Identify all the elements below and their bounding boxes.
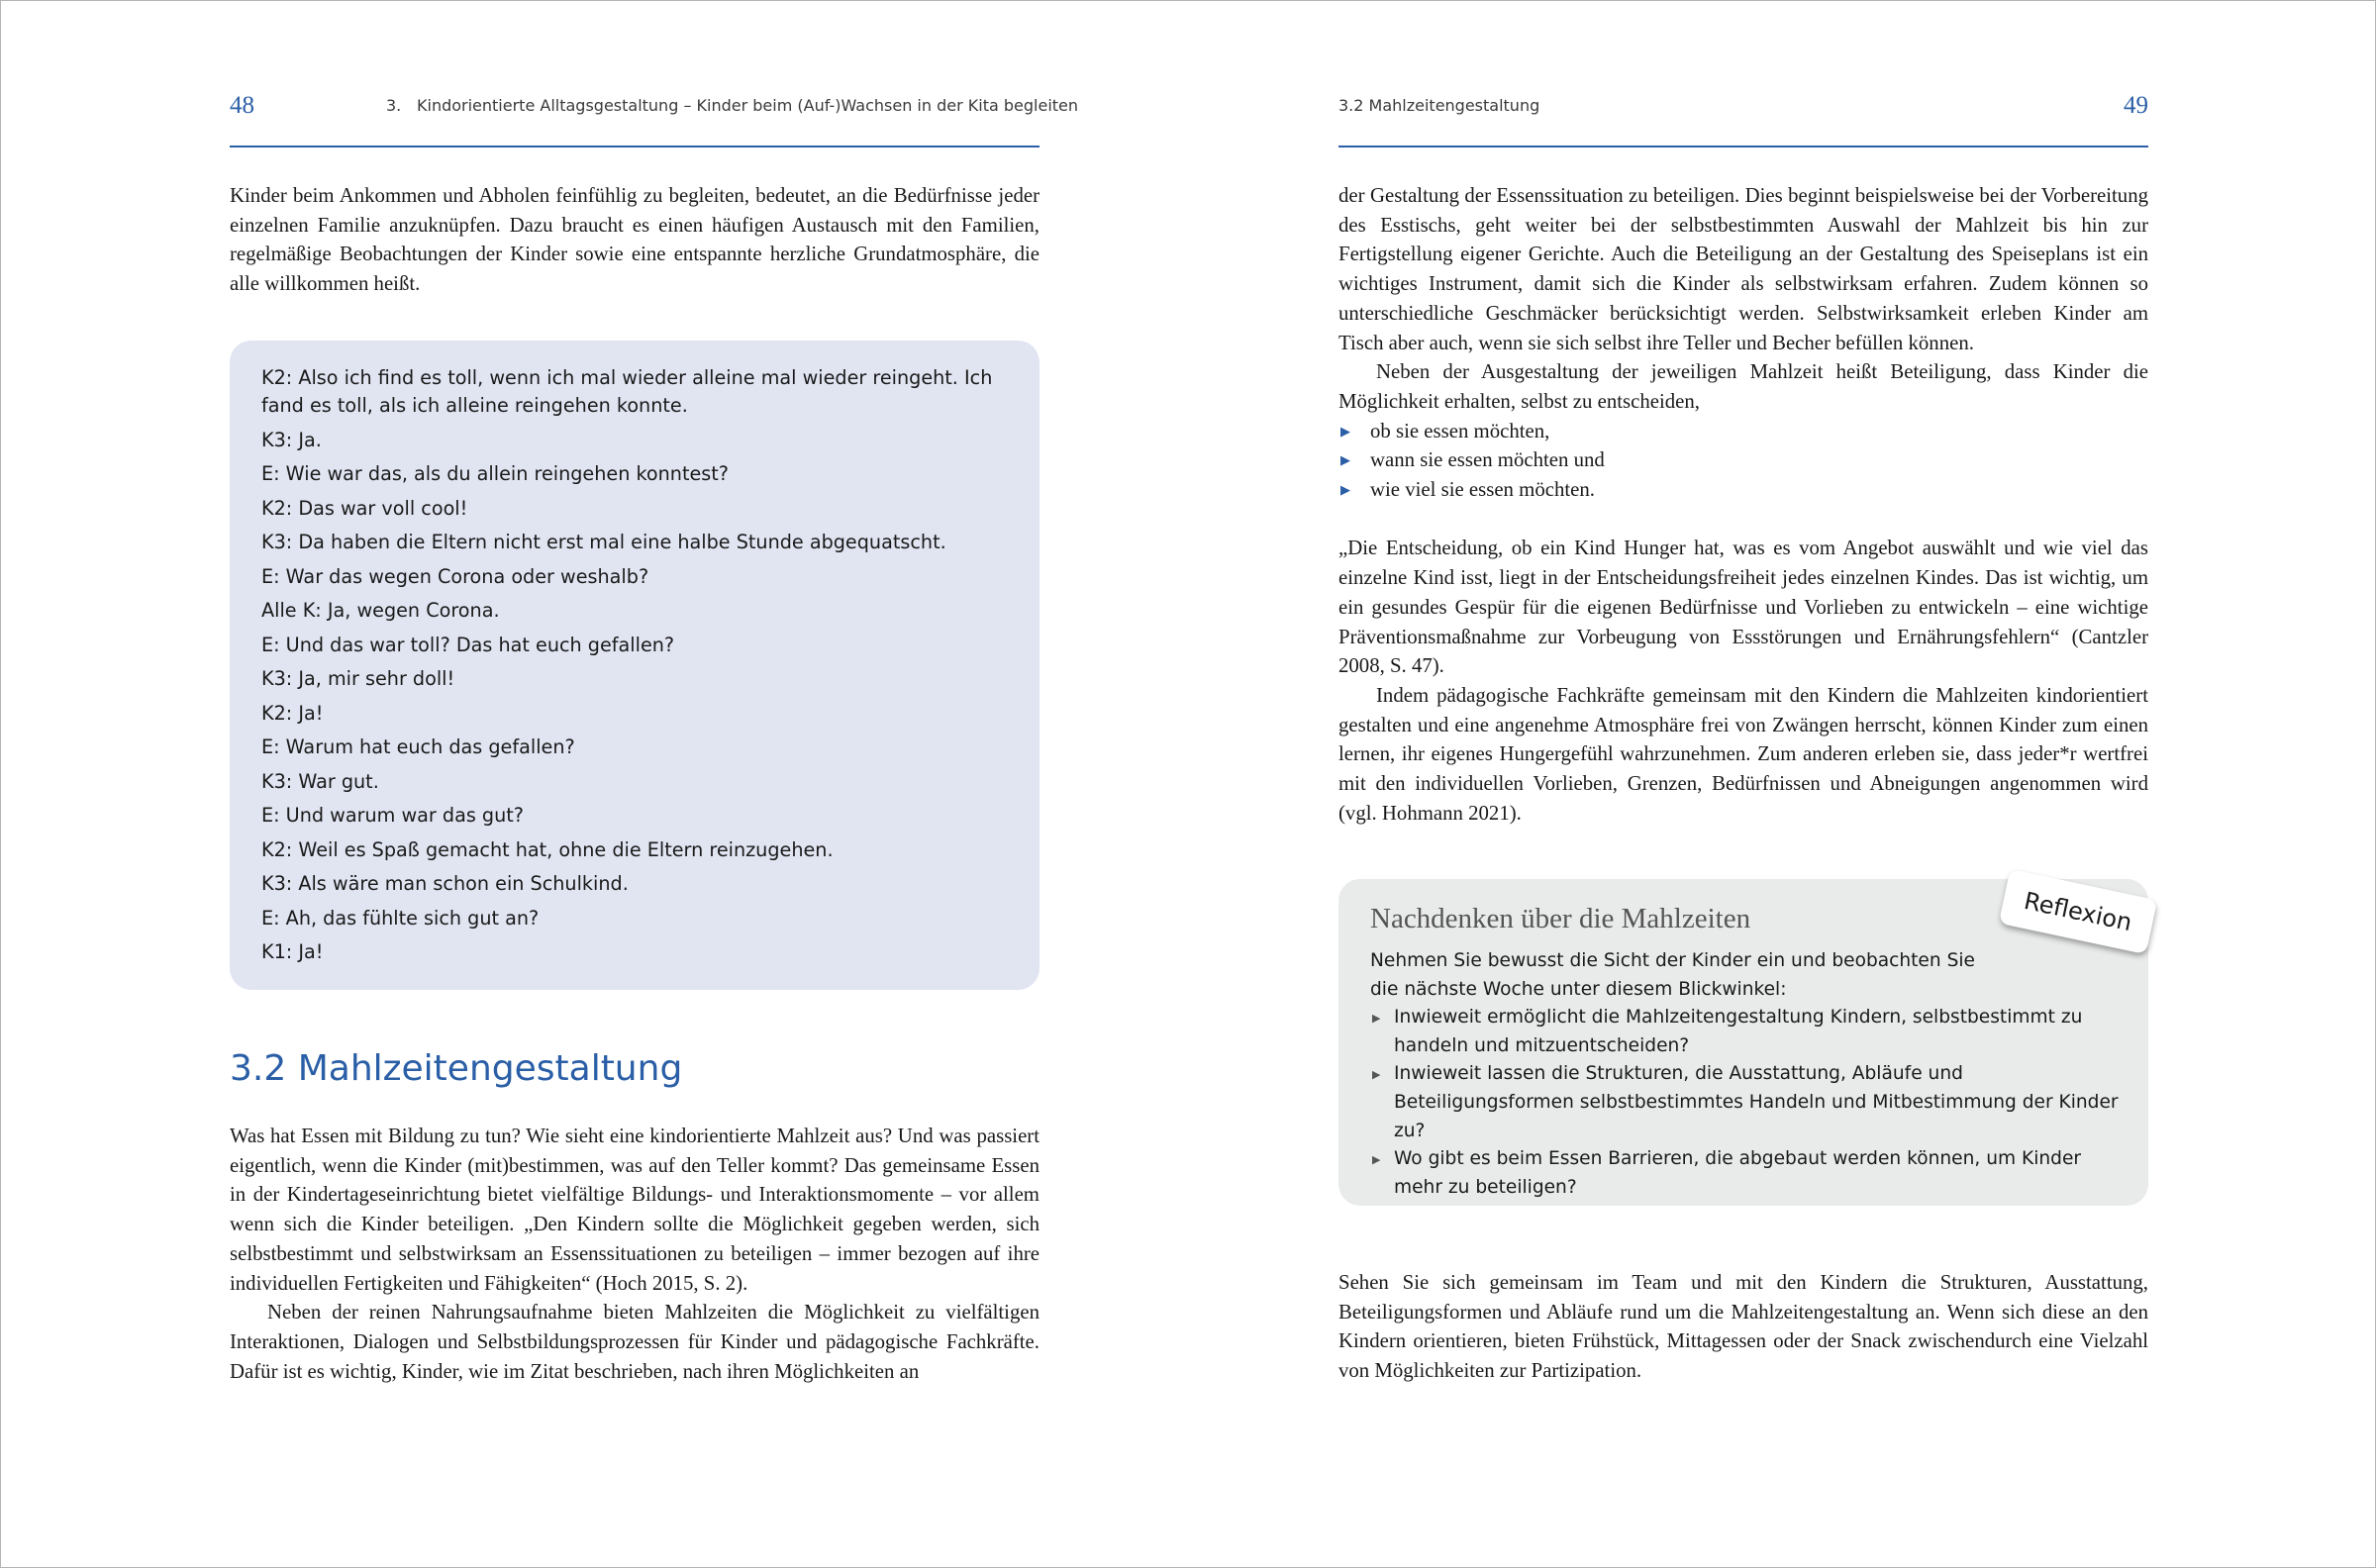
reflection-question: ▶ Inwieweit lassen die Strukturen, die Ausstattung, Abläufe und Beteiligungsformen selbstbestimmtes Handeln und Mitbestimmung der Kinder zu? — [1370, 1060, 2121, 1145]
dialog-line: K3: Ja. — [261, 428, 322, 451]
right-closing-text — [1338, 1268, 2148, 1386]
left-intro-text — [230, 181, 1040, 299]
right-paragraph-3: Indem pädagogische Fachkräfte gemeinsam mit den Kindern die Mahlzeiten kindorientiert gestalten und eine angenehme Atmosphäre frei von Zwängen herrscht, können Kinder zum einen lernen, ihr eigenes Hungergefühl wahrzunehmen. Zum anderen erleben sie, dass jeder*r wertfrei mit den individuellen Vorlieben, Grenzen, Bedürfnissen und Abneigungen angenommen wird (vgl. Hohmann 2021). — [1338, 683, 2148, 825]
closing-paragraph: Sehen Sie sich gemeinsam im Team und mit den Kindern die Strukturen, Ausstattung, Beteiligungsformen und Abläufe rund um die Mahlzeitengestaltung an. Wenn sich diese an den Kindern orientieren, bieten Frühstück, Mittagessen oder der Snack zwischendurch eine Vielzahl von Möglichkeiten zur Partizipation. — [1338, 1271, 2148, 1383]
left-page-number: 48 — [230, 92, 254, 119]
reflection-content — [1370, 947, 2121, 1202]
right-page-number: 49 — [2124, 92, 2148, 119]
dialog-line: E: Und das war toll? Das hat euch gefallen? — [261, 633, 675, 656]
reflection-intro-line-2: die nächste Woche unter diesem Blickwinkel: — [1370, 978, 1787, 1000]
right-paragraph-1: der Gestaltung der Essenssituation zu beteiligen. Dies beginnt beispielsweise bei der Vorbereitung des Esstischs, geht weiter bei der selbstbestimmten Auswahl der Mahlzeit bis hin zur Fertigstellung eigener Gerichte. Auch die Beteiligung an der Gestaltung des Speiseplans ist ein wichtiges Instrument, damit sich die Kinder als selbstwirksam erfahren. Zudem können so unterschiedliche Geschmäcker berücksichtigt werden. Selbstwirksamkeit erleben Kinder am Tisch aber auch, wenn sie sich selbst ihre Teller und Becher befüllen können. — [1338, 184, 2148, 354]
dialog-line: K3: Als wäre man schon ein Schulkind. — [261, 872, 629, 895]
section-paragraph-2: Neben der reinen Nahrungsaufnahme bieten Mahlzeiten die Möglichkeit zu vielfältigen Interaktionen, Dialogen und Selbstbildungsprozessen für Kinder und pädagogische Fachkräfte. Dafür ist es wichtig, Kinder, wie im Zitat beschrieben, nach ihren Möglichkeiten an — [230, 1301, 1040, 1383]
dialog-line: K2: Ja! — [261, 701, 324, 725]
reflection-question: ▶ Wo gibt es beim Essen Barrieren, die abgebaut werden können, um Kinder mehr zu beteiligen? — [1370, 1145, 2121, 1202]
left-running-head-title: Kindorientierte Alltagsgestaltung – Kinder beim (Auf-)Wachsen in der Kita begleiten — [417, 96, 1079, 115]
intro-paragraph: Kinder beim Ankommen und Abholen feinfühlig zu begleiten, bedeutet, an die Bedürfnisse jeder einzelnen Familie anzuknüpfen. Dazu braucht es einen häufigen Austausch mit den Familien, regelmäßige Beobachtungen der Kinder sowie eine entspannte herzliche Grundatmosphäre, die alle willkommen heißt. — [230, 184, 1040, 296]
dialog-line: E: Ah, das fühlte sich gut an? — [261, 906, 540, 930]
bullet-item: ▶ wann sie essen möchten und — [1338, 445, 2148, 475]
left-running-head-chapter: 3. — [386, 96, 402, 115]
left-page-header — [230, 92, 1079, 147]
reflection-intro-line-1: Nehmen Sie bewusst die Sicht der Kinder ein und beobachten Sie — [1370, 950, 1975, 971]
bullet-item: ▶ wie viel sie essen möchten. — [1338, 475, 2148, 505]
section-heading: 3.2 Mahlzeitengestaltung — [230, 1048, 683, 1089]
dialog-line: K2: Das war voll cool! — [261, 496, 468, 520]
section-paragraph-1: Was hat Essen mit Bildung zu tun? Wie sieht eine kindorientierte Mahlzeit aus? Und was passiert eigentlich, wenn die Kinder (mit)bestimmen, was auf den Teller kommt? Das gemeinsame Essen in der Kindertageseinrichtung bietet vielfältige Bildungs- und Interaktionsmomente – vor allem wenn sich die Kinder beteiligen. „Den Kindern sollte die Möglichkeit gegeben werden, sich selbstbestimmt und selbstwirksam an Essenssituationen zu beteiligen – immer bezogen auf ihre individuellen Fertigkeiten und Fähigkeiten“ (Hoch 2015, S. 2). — [230, 1125, 1040, 1295]
quote-paragraph: „Die Entscheidung, ob ein Kind Hunger hat, was es vom Angebot auswählt und wie viel das einzelne Kind isst, liegt in der Entscheidungsfreiheit jedes einzelnen Kindes. Das ist wichtig, um ein gesundes Gespür für die eigenen Bedürfnisse und Vorlieben zu entwickeln – eine wichtige Präventionsmaßnahme zur Vorbeugung von Essstörungen und Ernährungsfehlern“ (Cantzler 2008, S. 47). — [1338, 537, 2148, 678]
dialog-line: E: Und warum war das gut? — [261, 804, 524, 827]
left-section-text — [230, 1122, 1040, 1386]
dialog-line: E: Warum hat euch das gefallen? — [261, 735, 575, 758]
decision-bullet-list — [1338, 417, 2148, 505]
dialog-line: E: Wie war das, als du allein reingehen konntest? — [261, 462, 729, 485]
dialog-line: Alle K: Ja, wegen Corona. — [261, 599, 500, 622]
bullet-item: ▶ ob sie essen möchten, — [1338, 417, 2148, 446]
reflection-question-list — [1370, 1004, 2121, 1202]
reflexion-tag: Reflexion — [1999, 869, 2157, 954]
right-running-head: 3.2 Mahlzeitengestaltung — [1338, 96, 1540, 115]
dialog-line: K1: Ja! — [261, 940, 324, 963]
dialog-line: K2: Also ich find es toll, wenn ich mal wieder alleine mal wieder reingeht. Ich fand es toll, als ich alleine reingehen konnte. — [261, 366, 993, 417]
interview-dialog-box — [230, 341, 1040, 990]
dialog-line: K2: Weil es Spaß gemacht hat, ohne die Eltern reinzugehen. — [261, 837, 834, 861]
right-text-block — [1338, 181, 2148, 828]
right-page-header — [1338, 92, 2148, 147]
reflection-title: Nachdenken über die Mahlzeiten — [1370, 903, 1751, 934]
dialog-line: K3: Ja, mir sehr doll! — [261, 667, 455, 690]
right-paragraph-2: Neben der Ausgestaltung der jeweiligen Mahlzeit heißt Beteiligung, dass Kinder die Möglichkeit erhalten, selbst zu entscheiden, — [1338, 360, 2148, 413]
reflection-question: ▶ Inwieweit ermöglicht die Mahlzeitengestaltung Kindern, selbstbestimmt zu handeln und mitzuentscheiden? — [1370, 1004, 2121, 1060]
dialog-line: K3: Da haben die Eltern nicht erst mal eine halbe Stunde abgequatscht. — [261, 531, 946, 553]
dialog-line: K3: War gut. — [261, 769, 379, 793]
dialog-line: E: War das wegen Corona oder weshalb? — [261, 564, 649, 588]
